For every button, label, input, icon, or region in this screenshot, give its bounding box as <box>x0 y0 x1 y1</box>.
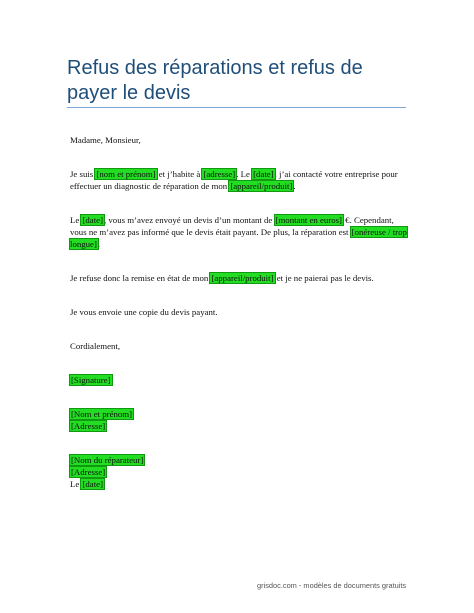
text: , j’ai contacté votre entreprise pour effectuer un diagnostic de réparation de mon <box>70 169 398 191</box>
text: et j’habite à <box>156 169 203 179</box>
footer-text: modèles de documents gratuits <box>303 581 407 590</box>
placeholder-montant[interactable]: [montant en euros] <box>275 215 342 225</box>
placeholder-recipient-name[interactable]: [Nom du réparateur] <box>71 455 144 465</box>
recipient-block <box>70 454 410 490</box>
paragraph-devis <box>70 214 410 250</box>
placeholder-recipient-address[interactable]: [Adresse] <box>71 467 106 477</box>
placeholder-date[interactable]: [date] <box>82 215 103 225</box>
footer <box>257 581 406 590</box>
recipient-date-line <box>70 478 410 490</box>
recipient-name-line <box>70 454 410 466</box>
placeholder-sender-name[interactable]: [Nom et prénom] <box>71 409 133 419</box>
sender-address-line <box>70 420 410 432</box>
document-title: Refus des réparations et refus de payer le devis <box>67 57 363 104</box>
text: , vous m’avez envoyé un devis d’un montant de <box>104 215 275 225</box>
text: Le <box>70 479 82 489</box>
text: . <box>97 239 101 249</box>
sender-name-line <box>70 408 410 420</box>
placeholder-nom-prenom[interactable]: [nom et prénom] <box>96 169 156 179</box>
paragraph-refus <box>70 272 410 284</box>
placeholder-adresse[interactable]: [adresse] <box>203 169 236 179</box>
text: . Le <box>236 169 253 179</box>
signature-block <box>70 374 410 386</box>
text: Je suis <box>70 169 96 179</box>
placeholder-signature[interactable]: [Signature] <box>71 375 111 385</box>
footer-separator: - <box>296 581 304 590</box>
letter-body <box>70 134 410 490</box>
recipient-address-line <box>70 466 410 478</box>
placeholder-appareil[interactable]: [appareil/produit] <box>211 273 274 283</box>
placeholder-sender-address[interactable]: [Adresse] <box>71 421 106 431</box>
placeholder-date[interactable]: [date] <box>253 169 274 179</box>
paragraph-copie: Je vous envoie une copie du devis payant. <box>70 307 218 317</box>
title-divider <box>67 107 406 108</box>
placeholder-onereuse[interactable]: [onéreuse / trop longue] <box>70 227 407 249</box>
text: . <box>293 181 296 191</box>
placeholder-appareil[interactable]: [appareil/produit] <box>230 181 293 191</box>
footer-site[interactable]: grisdoc.com <box>257 581 297 590</box>
salutation: Madame, Monsieur, <box>70 135 141 145</box>
closing: Cordialement, <box>70 341 121 351</box>
text: Le <box>70 215 82 225</box>
sender-block <box>70 408 410 432</box>
text: et je ne paierai pas le devis. <box>274 273 374 283</box>
placeholder-date[interactable]: [date] <box>82 479 103 489</box>
text: Je refuse donc la remise en état de mon <box>70 273 211 283</box>
paragraph-intro <box>70 168 410 192</box>
text: €. Cependant, vous ne m’avez pas informé que le devis était payant. De plus, la réparation est <box>70 215 394 237</box>
